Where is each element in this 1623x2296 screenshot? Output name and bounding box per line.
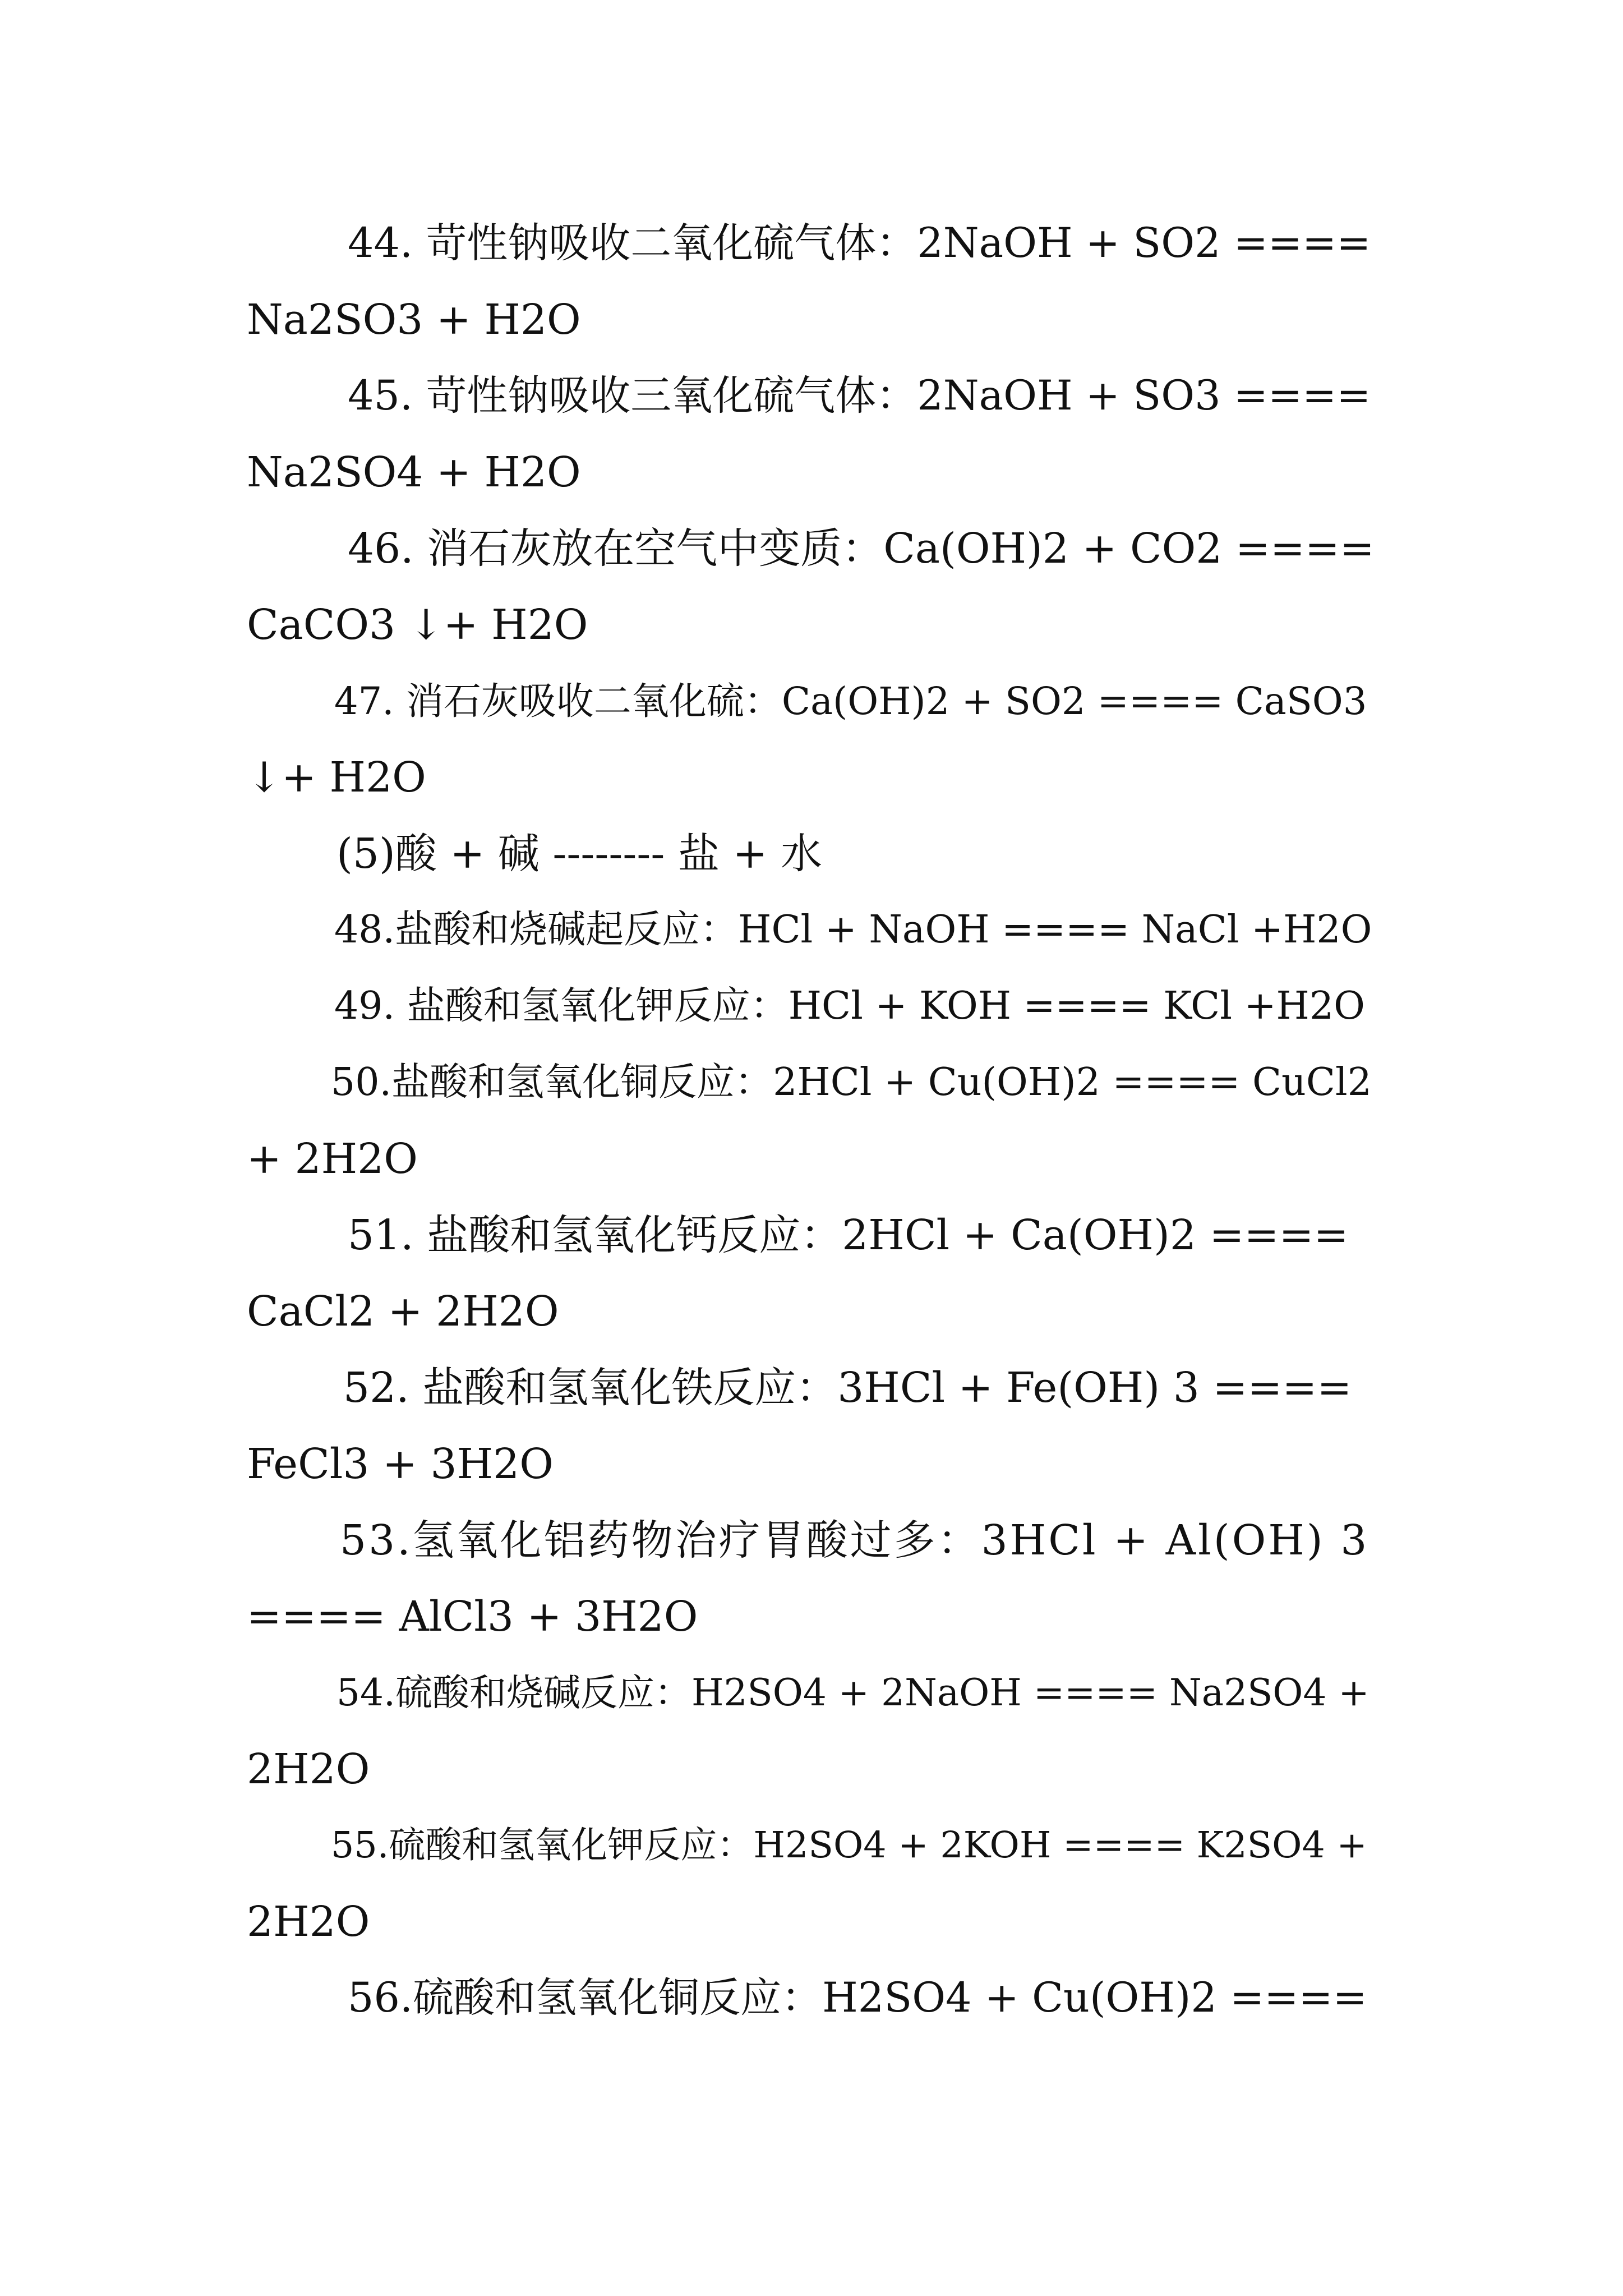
text-line-55-cont: 2H2O bbox=[247, 1898, 370, 1946]
text-line-54: 54.硫酸和烧碱反应：H2SO4 + 2NaOH ==== Na2SO4 + bbox=[336, 1671, 1370, 1714]
text-line-49: 49. 盐酸和氢氧化钾反应：HCl + KOH ==== KCl +H2O bbox=[334, 984, 1365, 1028]
section-heading-acid-base: (5)酸 + 碱 -------- 盐 + 水 bbox=[336, 830, 822, 878]
text-line-51-cont: CaCl2 + 2H2O bbox=[247, 1287, 559, 1336]
text-line-52-cont: FeCl3 + 3H2O bbox=[247, 1440, 554, 1488]
text-line-56: 56.硫酸和氢氧化铜反应：H2SO4 + Cu(OH)2 ==== bbox=[348, 1974, 1367, 2022]
text-line-45: 45. 苛性钠吸收三氧化硫气体：2NaOH + SO3 ==== bbox=[348, 372, 1371, 420]
text-line-46: 46. 消石灰放在空气中变质：Ca(OH)2 + CO2 ==== bbox=[348, 524, 1375, 573]
text-line-47-cont: ↓+ H2O bbox=[247, 753, 426, 802]
text-line-47: 47. 消石灰吸收二氧化硫：Ca(OH)2 + SO2 ==== CaSO3 bbox=[334, 679, 1367, 723]
text-line-52: 52. 盐酸和氢氧化铁反应：3HCl + Fe(OH) 3 ==== bbox=[343, 1364, 1352, 1412]
text-line-54-cont: 2H2O bbox=[247, 1745, 370, 1793]
text-line-46-cont: CaCO3 ↓+ H2O bbox=[247, 601, 588, 649]
text-line-51: 51. 盐酸和氢氧化钙反应：2HCl + Ca(OH)2 ==== bbox=[348, 1211, 1349, 1259]
text-line-50: 50.盐酸和氢氧化铜反应：2HCl + Cu(OH)2 ==== CuCl2 bbox=[331, 1060, 1372, 1105]
text-line-53: 53.氢氧化铝药物治疗胃酸过多：3HCl + Al(OH) 3 bbox=[340, 1516, 1370, 1565]
text-line-44-cont: Na2SO3 + H2O bbox=[247, 296, 581, 344]
text-line-48: 48.盐酸和烧碱起反应：HCl + NaOH ==== NaCl +H2O bbox=[334, 908, 1372, 952]
text-line-55: 55.硫酸和氢氧化钾反应：H2SO4 + 2KOH ==== K2SO4 + bbox=[331, 1824, 1367, 1866]
text-line-53-cont: ==== AlCl3 + 3H2O bbox=[247, 1593, 698, 1641]
text-line-45-cont: Na2SO4 + H2O bbox=[247, 448, 581, 496]
text-line-44: 44. 苛性钠吸收二氧化硫气体：2NaOH + SO2 ==== bbox=[348, 219, 1371, 267]
text-line-50-cont: + 2H2O bbox=[247, 1135, 418, 1183]
